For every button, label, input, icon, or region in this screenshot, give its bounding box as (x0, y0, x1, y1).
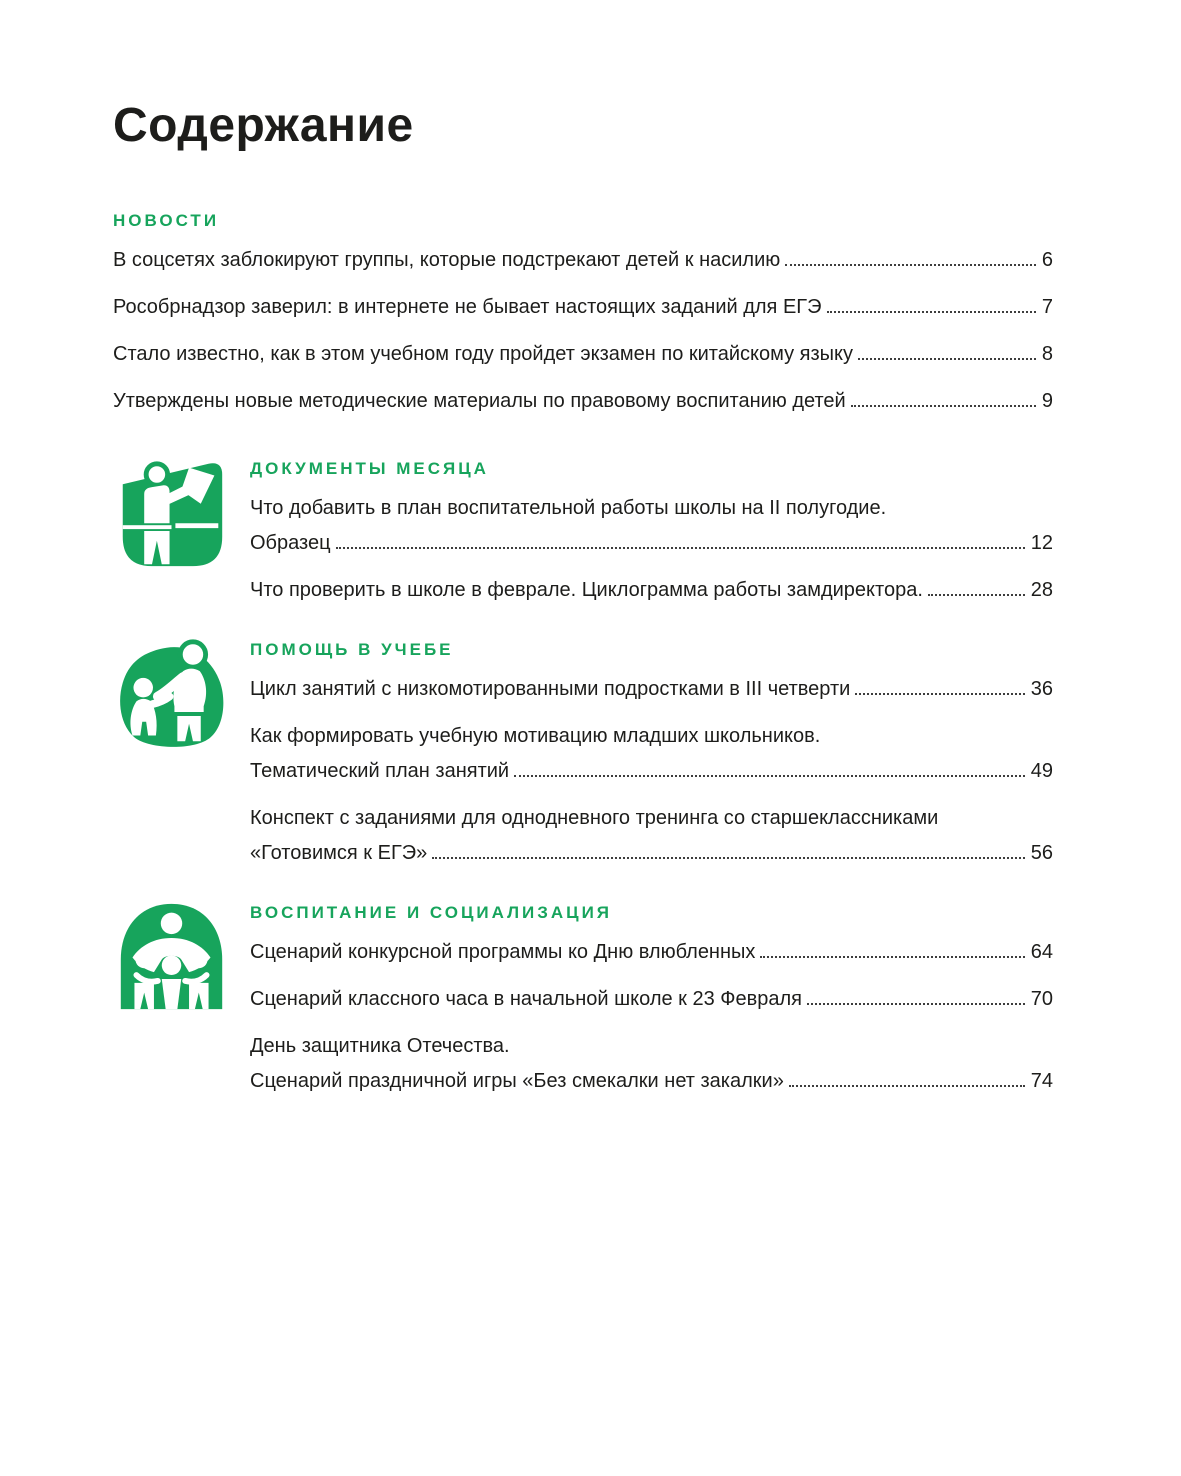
toc-page-number: 12 (1030, 532, 1053, 554)
toc-item (250, 935, 1053, 970)
toc-item (250, 672, 1053, 707)
toc-item (250, 1029, 1053, 1099)
toc-item (113, 337, 1053, 372)
section-title-documents: ДОКУМЕНТЫ МЕСЯЦА (250, 459, 489, 478)
toc-item-title: Сценарий конкурсной программы ко Дню влюбленных (250, 941, 756, 963)
toc-item-title: Утверждены новые методические материалы по правовому воспитанию детей (113, 390, 846, 412)
toc-item-title-line2: Тематический план занятий (250, 760, 510, 782)
section-news (113, 211, 1053, 419)
toc-page-number: 8 (1041, 343, 1053, 365)
toc-page-number: 28 (1030, 579, 1053, 601)
toc-item (250, 982, 1053, 1017)
page-title: Содержание (113, 99, 414, 152)
dot-leader (827, 311, 1036, 313)
toc-item (113, 243, 1053, 278)
toc-item (250, 573, 1053, 608)
dot-leader (760, 956, 1024, 958)
dot-leader (855, 693, 1024, 695)
toc-item-title: Рособрнадзор заверил: в интернете не бывает настоящих заданий для ЕГЭ (113, 296, 822, 318)
toc-item (250, 491, 1053, 561)
toc-item-title: В соцсетях заблокируют группы, которые подстрекают детей к насилию (113, 249, 781, 271)
section-study-help (113, 638, 1053, 871)
dot-leader (789, 1085, 1025, 1087)
section-title-upbringing: ВОСПИТАНИЕ И СОЦИАЛИЗАЦИЯ (250, 903, 613, 922)
toc-item-title: Как формировать учебную мотивацию младших школьников. (250, 725, 821, 747)
toc-page-number: 9 (1041, 390, 1053, 412)
toc-page-number: 64 (1030, 941, 1053, 963)
toc-page-number: 74 (1030, 1070, 1053, 1092)
help-in-study-icon (113, 636, 230, 871)
section-upbringing (113, 901, 1053, 1099)
toc-item (250, 719, 1053, 789)
section-documents (113, 457, 1053, 608)
toc-item-title: Стало известно, как в этом учебном году пройдет экзамен по китайскому языку (113, 343, 854, 365)
toc-item-title: День защитника Отечества. (250, 1035, 510, 1057)
dot-leader (858, 358, 1036, 360)
dot-leader (432, 857, 1024, 859)
dot-leader (807, 1003, 1025, 1005)
toc-item-title: Конспект с заданиями для однодневного тренинга со старшеклассниками (250, 807, 939, 829)
toc-page-number: 36 (1030, 678, 1053, 700)
toc-page-number: 70 (1030, 988, 1053, 1010)
dot-leader (785, 264, 1036, 266)
dot-leader (514, 775, 1025, 777)
toc-item-title-line2: «Готовимся к ЕГЭ» (250, 842, 428, 864)
section-study-help-body (250, 638, 1053, 871)
toc-page-number: 7 (1041, 296, 1053, 318)
toc-item (113, 290, 1053, 325)
dot-leader (336, 547, 1025, 549)
dot-leader (851, 405, 1036, 407)
toc-item-title: Что проверить в школе в феврале. Циклограмма работы замдиректора. (250, 579, 923, 601)
section-title-news: НОВОСТИ (113, 211, 220, 230)
toc-item-title: Что добавить в план воспитательной работы школы на II полугодие. (250, 497, 887, 519)
section-documents-body (250, 457, 1053, 608)
toc-item (250, 801, 1053, 871)
toc-page-number: 49 (1030, 760, 1053, 782)
section-upbringing-body (250, 901, 1053, 1099)
toc-item-title: Сценарий классного часа в начальной школе к 23 Февраля (250, 988, 802, 1010)
toc-item-title-line2: Образец (250, 532, 331, 554)
dot-leader (928, 594, 1025, 596)
toc-item-title-line2: Сценарий праздничной игры «Без смекалки нет закалки» (250, 1070, 784, 1092)
upbringing-socialization-icon (113, 899, 230, 1099)
toc-item (113, 384, 1053, 419)
toc-page-number: 56 (1030, 842, 1053, 864)
documents-month-icon (113, 455, 230, 608)
toc-page-number: 6 (1041, 249, 1053, 271)
section-title-study-help: ПОМОЩЬ В УЧЕБЕ (250, 640, 454, 659)
toc-item-title: Цикл занятий с низкомотированными подростками в III четверти (250, 678, 851, 700)
